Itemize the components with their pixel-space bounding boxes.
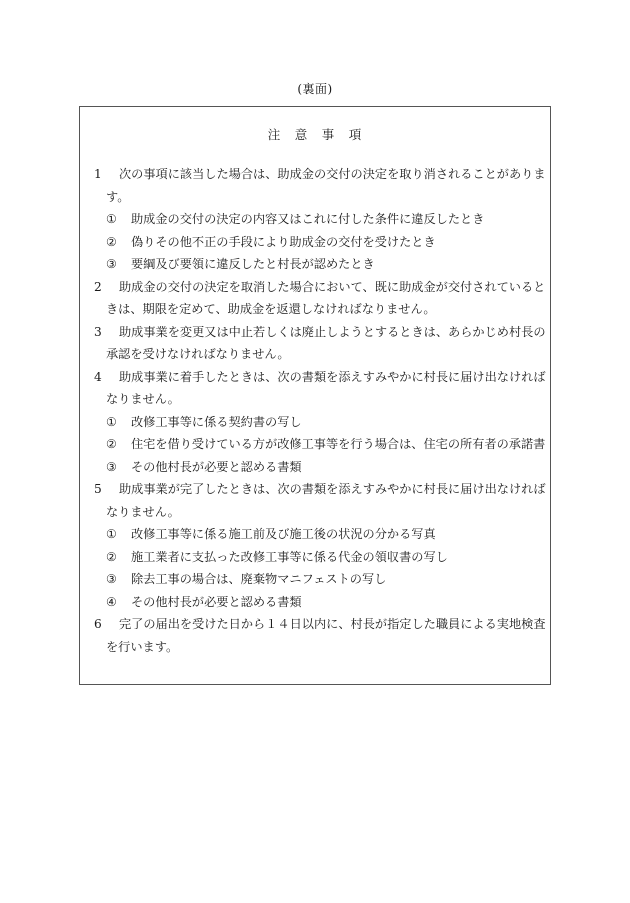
notice-item-main <box>94 366 546 411</box>
notice-subitem-text: 要綱及び要領に違反したと村長が認めたとき <box>131 257 375 271</box>
notice-title: 注 意 事 項 <box>267 127 363 142</box>
notice-item-text: 次の事項に該当した場合は、助成金の交付の決定を取り消されることがあります。 <box>106 167 546 204</box>
notice-subitem <box>94 568 546 591</box>
notice-subitem-list <box>94 208 546 276</box>
notice-subitem <box>94 433 546 456</box>
notice-subitem-number: ③ <box>106 572 117 586</box>
notice-subitem-text: 改修工事等に係る施工前及び施工後の状況の分かる写真 <box>131 527 436 541</box>
notice-subitem-list <box>94 523 546 613</box>
notice-subitem-number: ④ <box>106 594 117 609</box>
notice-subitem <box>94 591 546 614</box>
notice-item-number: 2 <box>94 279 102 294</box>
notice-item-text: 助成事業が完了したときは、次の書類を添えすみやかに村長に届け出なければなりません。 <box>106 482 546 519</box>
notice-item <box>94 613 546 658</box>
notice-subitem <box>94 411 546 434</box>
notice-item-number: 5 <box>94 482 102 496</box>
notice-item <box>94 276 546 321</box>
page-side-label: (裏面) <box>297 82 333 96</box>
notice-item-number: 4 <box>94 369 102 384</box>
notice-box <box>79 106 551 685</box>
notice-subitem-number: ③ <box>106 257 117 271</box>
notice-subitem <box>94 546 546 569</box>
notice-subitem-number: ① <box>106 414 117 429</box>
notice-item-main <box>94 321 546 366</box>
notice-subitem-number: ① <box>106 212 117 226</box>
notice-subitem-text: その他村長が必要と認める書類 <box>131 459 302 474</box>
notice-item-number: 3 <box>94 324 102 339</box>
notice-list <box>94 163 546 658</box>
notice-subitem-number: ③ <box>106 459 117 474</box>
notice-subitem-text: その他村長が必要と認める書類 <box>131 594 302 609</box>
notice-item-main <box>94 163 546 208</box>
notice-subitem-text: 施工業者に支払った改修工事等に係る代金の領収書の写し <box>131 549 448 564</box>
notice-item-main <box>94 276 546 321</box>
notice-subitem-number: ② <box>106 549 117 564</box>
notice-item <box>94 478 546 613</box>
notice-subitem-text: 偽りその他不正の手段により助成金の交付を受けたとき <box>131 234 436 249</box>
notice-item-text: 助成事業を変更又は中止若しくは廃止しようとするときは、あらかじめ村長の承認を受けなければなりません。 <box>106 324 546 361</box>
notice-subitem <box>94 208 546 231</box>
notice-item-main <box>94 478 546 523</box>
notice-item-main <box>94 613 546 658</box>
notice-item-text: 助成金の交付の決定を取消した場合において、既に助成金が交付されているときは、期限を定めて、助成金を返還しなければなりません。 <box>106 279 546 316</box>
notice-item <box>94 321 546 366</box>
notice-item-text: 助成事業に着手したときは、次の書類を添えすみやかに村長に届け出なければなりません。 <box>106 369 546 406</box>
notice-subitem-text: 助成金の交付の決定の内容又はこれに付した条件に違反したとき <box>131 212 485 226</box>
notice-subitem <box>94 456 546 479</box>
notice-subitem <box>94 253 546 276</box>
notice-subitem-list <box>94 411 546 479</box>
notice-subitem-number: ② <box>106 437 117 451</box>
notice-subitem <box>94 231 546 254</box>
notice-item <box>94 163 546 276</box>
notice-subitem-number: ① <box>106 527 117 541</box>
notice-subitem <box>94 523 546 546</box>
notice-item-number: 1 <box>94 167 102 181</box>
notice-subitem-number: ② <box>106 234 117 249</box>
notice-item-number: 6 <box>94 617 102 631</box>
notice-subitem-text: 除去工事の場合は、廃棄物マニフェストの写し <box>131 572 387 586</box>
notice-subitem-text: 住宅を借り受けている方が改修工事等を行う場合は、住宅の所有者の承諾書 <box>131 437 546 451</box>
notice-item-text: 完了の届出を受けた日から１４日以内に、村長が指定した職員による実地検査を行います。 <box>106 617 546 654</box>
notice-subitem-text: 改修工事等に係る契約書の写し <box>131 414 302 429</box>
notice-item <box>94 366 546 479</box>
